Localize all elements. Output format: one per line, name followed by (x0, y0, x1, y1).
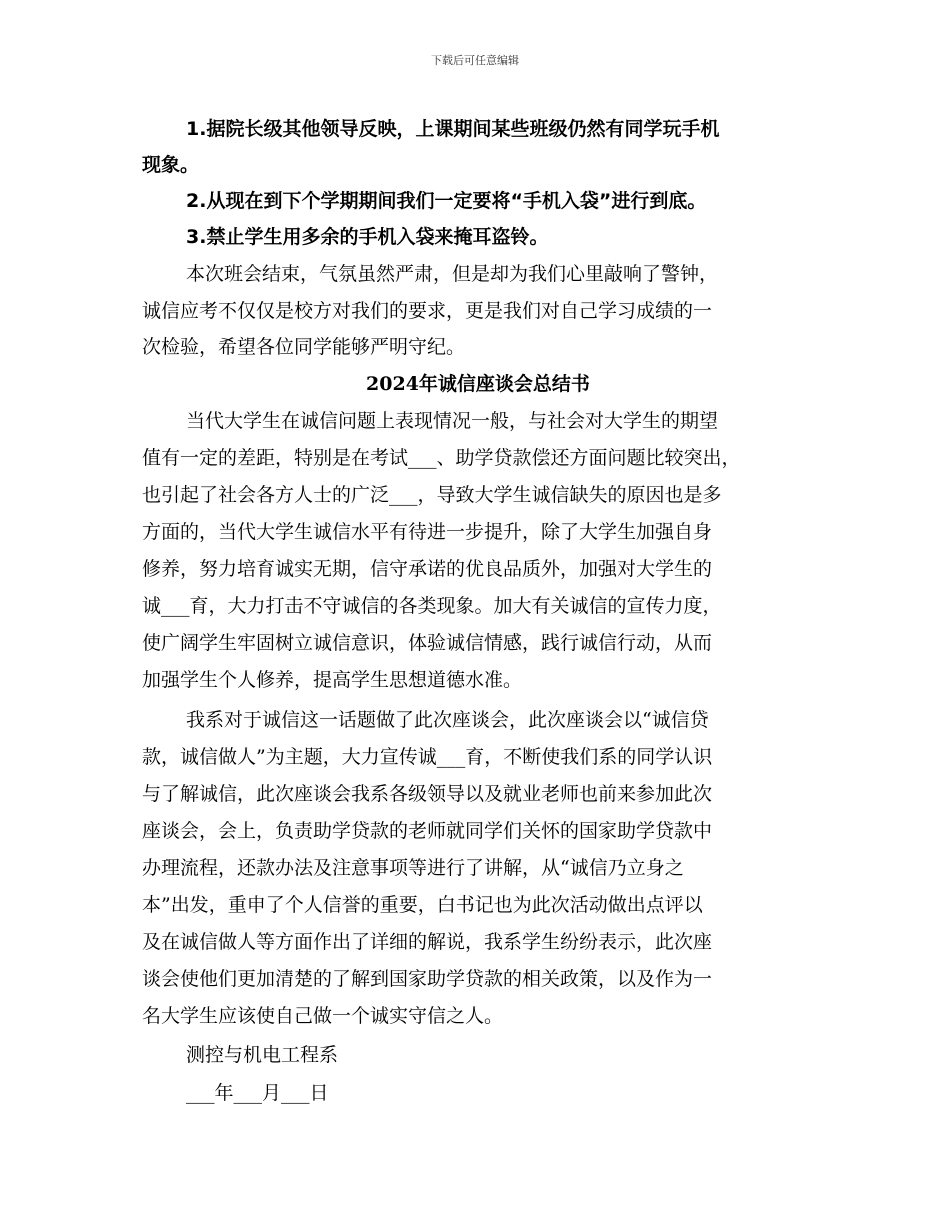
item-3: 3.禁止学生用多余的手机入袋来掩耳盗铃。 (186, 226, 549, 248)
paragraph-line: 及在诚信做人等方面作出了详细的解说，我系学生纷纷表示，此次座 (142, 931, 713, 953)
paragraph-line: 也引起了社会各方人士的广泛___，导致大学生诚信缺失的原因也是多 (142, 484, 722, 506)
item-1-line-2: 现象。 (142, 154, 200, 176)
paragraph-line: 本次班会结束，气氛虽然严肃，但是却为我们心里敲响了警钟， (186, 263, 719, 285)
paragraph-line: 加强学生个人修养，提高学生思想道德水准。 (142, 669, 523, 691)
paragraph-line: 名大学生应该使自己做一个诚实守信之人。 (142, 1005, 504, 1027)
paragraph-line: 与了解诚信，此次座谈会我系各级领导以及就业老师也前来参加此次 (142, 783, 713, 805)
department-signature: 测控与机电工程系 (186, 1044, 339, 1066)
item-1-line-1: 1.据院长级其他领导反映，上课期间某些班级仍然有同学玩手机 (186, 118, 720, 140)
section-title: 2024年诚信座谈会总结书 (366, 373, 590, 395)
paragraph-line: 修养，努力培育诚实无期，信守承诺的优良品质外，加强对大学生的 (142, 558, 713, 580)
paragraph-line: 诚信应考不仅仅是校方对我们的要求，更是我们对自己学习成绩的一 (142, 300, 713, 322)
paragraph-line: 值有一定的差距，特别是在考试___、助学贷款偿还方面问题比较突出， (142, 447, 741, 469)
paragraph-line: 当代大学生在诚信问题上表现情况一般，与社会对大学生的期望 (186, 410, 719, 432)
paragraph-line: 款，诚信做人”为主题，大力宣传诚___育，不断使我们系的同学认识 (142, 746, 713, 768)
paragraph-line: 座谈会，会上，负责助学贷款的老师就同学们关怀的国家助学贷款中 (142, 820, 713, 842)
paragraph-line: 我系对于诚信这一话题做了此次座谈会，此次座谈会以“诚信贷 (186, 709, 709, 731)
paragraph-line: 次检验，希望各位同学能够严明守纪。 (142, 336, 466, 358)
paragraph-line: 使广阔学生牢固树立诚信意识，体验诚信情感，践行诚信行动，从而 (142, 632, 713, 654)
paragraph-line: 谈会使他们更加清楚的了解到国家助学贷款的相关政策，以及作为一 (142, 968, 713, 990)
paragraph-line: 诚___育，大力打击不守诚信的各类现象。加大有关诚信的宣传力度， (142, 595, 722, 617)
item-2: 2.从现在到下个学期期间我们一定要将“手机入袋”进行到底。 (186, 190, 707, 212)
paragraph-line: 办理流程，还款办法及注意事项等进行了讲解，从“诚信乃立身之 (142, 857, 684, 879)
paragraph-line: 本”出发，重申了个人信誉的重要，白书记也为此次活动做出点评以 (142, 894, 703, 916)
date-line: ___年___月___日 (186, 1082, 329, 1104)
paragraph-line: 方面的，当代大学生诚信水平有待进一步提升，除了大学生加强自身 (142, 521, 713, 543)
page-header: 下载后可任意编辑 (431, 54, 519, 67)
